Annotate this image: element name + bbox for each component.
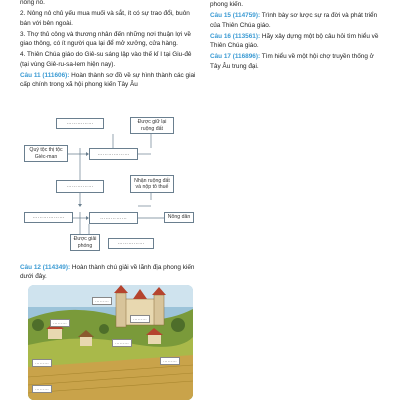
label-blank-bottom-left: ……… (32, 385, 52, 393)
question-17-title: Câu 17 (116896): (210, 53, 261, 61)
statement-2: 2. Nông nô chủ yếu mua muối và sắt, ít có sự trao đổi, buôn bán với bên ngoài. (20, 10, 190, 27)
blank-box-center-top: ……………… (89, 148, 138, 160)
box-germanic-nobility: Quý tộc thị tộc Giéc-man (24, 145, 68, 162)
label-blank-left-field: ……… (32, 359, 52, 367)
question-16-text: Hãy xây dựng một bộ câu hỏi tìm hiểu về Thiên Chúa giáo. (210, 32, 379, 50)
question-15-title: Câu 15 (114759): (210, 12, 261, 20)
question-12-text: Hoàn thành chú giải về lãnh địa phong kiến dưới đây. (20, 264, 195, 281)
label-blank-castle: ……… (92, 297, 112, 305)
text-line: nông nô. (20, 0, 45, 6)
box-liberated: Được giải phóng (70, 234, 100, 251)
question-15 (210, 11, 386, 30)
class-formation-diagram (20, 112, 200, 282)
blank-box-lower-left: ……………… (24, 212, 73, 223)
feudal-manor-illustration (28, 285, 193, 400)
label-blank-houses: ……… (50, 319, 70, 327)
label-blank-pasture: ……… (112, 339, 132, 347)
question-11-title: Câu 11 (111606): (20, 72, 70, 80)
question-12-title: Câu 12 (114349): (20, 264, 71, 271)
statement-3: 3. Thợ thủ công và thương nhân đến những nơi thuận lợi về giao thông, có ít người qua lại để mở xưởng, cửa hàng. (20, 30, 191, 48)
blank-box-center-bottom: …………… (89, 212, 138, 224)
box-peasants: Nông dân (164, 212, 194, 223)
blank-box-middle-left: …………… (56, 180, 104, 193)
question-11 (20, 71, 200, 90)
question-15-text: Trình bày sơ lược sự ra đời và phát triển của Thiên Chúa giáo. (210, 12, 378, 29)
question-17-text: Tìm hiểu về một hội chợ truyền thống ở Tây Âu trung đại. (210, 53, 374, 70)
right-column (210, 0, 386, 73)
blank-box-bottom: …………… (108, 238, 154, 249)
label-blank-right-field: ……… (160, 357, 180, 365)
statement-4: 4. Thiên Chúa giáo do Giê-su sáng lập vào thế kỉ I tại Giu-đê (tại vùng Giê-ru-sa-lem hiện nay). (20, 51, 192, 68)
question-17 (210, 52, 386, 71)
question-16 (210, 32, 386, 51)
label-blank-village: ……… (130, 315, 150, 323)
blank-box-top-left: …………… (56, 118, 104, 129)
diagram-connectors (20, 112, 200, 282)
question-12 (20, 263, 200, 282)
question-16-title: Câu 16 (113561): (210, 32, 261, 40)
question-11-text: Hoàn thành sơ đồ về sự hình thành các giai cấp chính trong xã hội phong kiến Tây Âu (20, 72, 196, 89)
left-column (20, 0, 200, 92)
box-keep-land: Được giữ lại ruộng đất (130, 117, 174, 134)
text-line: phong kiến. (210, 1, 244, 8)
box-receive-land: Nhận ruộng đất và nộp tô thuế (130, 175, 174, 193)
